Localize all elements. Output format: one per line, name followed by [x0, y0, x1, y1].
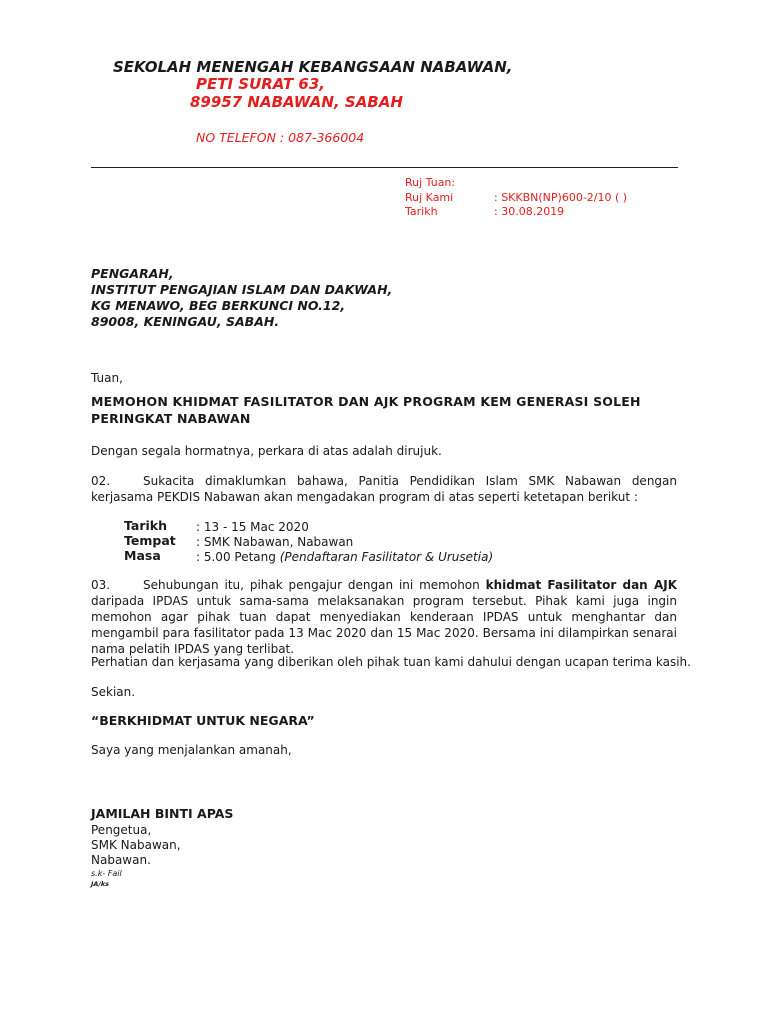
po-box: PETI SURAT 63,: [196, 75, 326, 93]
paragraph-02: [91, 473, 677, 505]
paragraph-03-number: 03.: [91, 578, 111, 592]
recipient-line-1: PENGARAH,: [91, 266, 174, 281]
detail-masa: [196, 549, 493, 565]
school-name: SEKOLAH MENENGAH KEBANGSAAN NABAWAN,: [113, 58, 513, 76]
paragraph-03-text-b: daripada IPDAS untuk sama-sama melaksanakan program tersebut. Pihak kami juga ingin memohon agar pihak tuan dapat menyediakan kenderaan IPDAS untuk menghantar dan mengambil para fasilitator pada 13 Mac 2020 dan 15 Mac 2020. Bersama ini dilampirkan senarai nama pelatih IPDAS yang terlibat.: [91, 594, 677, 656]
signatory-name: JAMILAH BINTI APAS: [91, 806, 234, 821]
closing: Sekian.: [91, 685, 136, 699]
paragraph-03-text-a: Sehubungan itu, pihak pengajur dengan ini memohon: [143, 578, 486, 592]
paragraph-02-text: Sukacita dimaklumkan bahawa, Panitia Pendidikan Islam SMK Nabawan dengan kerjasama PEKDIS Nabawan akan mengadakan program di atas seperti ketetapan berikut :: [91, 474, 677, 504]
postcode-city: 89957 NABAWAN, SABAH: [190, 93, 403, 111]
tarikh-label: Tarikh: [405, 205, 438, 218]
recipient-line-4: 89008, KENINGAU, SABAH.: [91, 314, 280, 329]
detail-masa-note: (Pendaftaran Fasilitator & Urusetia): [279, 550, 494, 564]
header-divider: [91, 167, 678, 168]
detail-tempat-label: Tempat: [124, 533, 176, 548]
ruj-tuan-label: Ruj Tuan:: [405, 176, 456, 189]
detail-masa-value: : 5.00 Petang: [196, 550, 280, 564]
tarikh-value: : 30.08.2019: [494, 205, 565, 218]
signatory-title: Pengetua,: [91, 823, 152, 837]
letter-subject: MEMOHON KHIDMAT FASILITATOR DAN AJK PROGRAM KEM GENERASI SOLEH PERINGKAT NABAWAN: [91, 394, 641, 426]
detail-masa-label: Masa: [124, 548, 161, 563]
opening-line: Dengan segala hormatnya, perkara di atas adalah dirujuk.: [91, 444, 442, 458]
recipient-line-3: KG MENAWO, BEG BERKUNCI NO.12,: [91, 298, 346, 313]
signatory-org: SMK Nabawan,: [91, 838, 181, 852]
motto: “BERKHIDMAT UNTUK NEGARA”: [91, 713, 315, 728]
detail-tarikh-label: Tarikh: [124, 518, 168, 533]
phone-number: NO TELEFON : 087-366004: [196, 130, 365, 145]
paragraph-02-number: 02.: [91, 474, 111, 488]
detail-tempat-value: : SMK Nabawan, Nabawan: [196, 535, 354, 549]
paragraph-03-highlight: khidmat Fasilitator dan AJK: [485, 578, 677, 592]
ruj-kami-value: : SKKBN(NP)600-2/10 ( ): [494, 191, 628, 204]
paragraph-03: [91, 577, 677, 657]
reference-initials: JA/ks: [91, 880, 110, 888]
recipient-line-2: INSTITUT PENGAJIAN ISLAM DAN DAKWAH,: [91, 282, 393, 297]
cc-note: s.k- Fail: [91, 869, 122, 878]
signatory-place: Nabawan.: [91, 853, 151, 867]
trust-line: Saya yang menjalankan amanah,: [91, 743, 292, 757]
thanks-line: Perhatian dan kerjasama yang diberikan oleh pihak tuan kami dahului dengan ucapan terima kasih.: [91, 655, 691, 669]
salutation: Tuan,: [91, 371, 123, 385]
ruj-kami-label: Ruj Kami: [405, 191, 454, 204]
detail-tarikh-value: : 13 - 15 Mac 2020: [196, 520, 309, 534]
